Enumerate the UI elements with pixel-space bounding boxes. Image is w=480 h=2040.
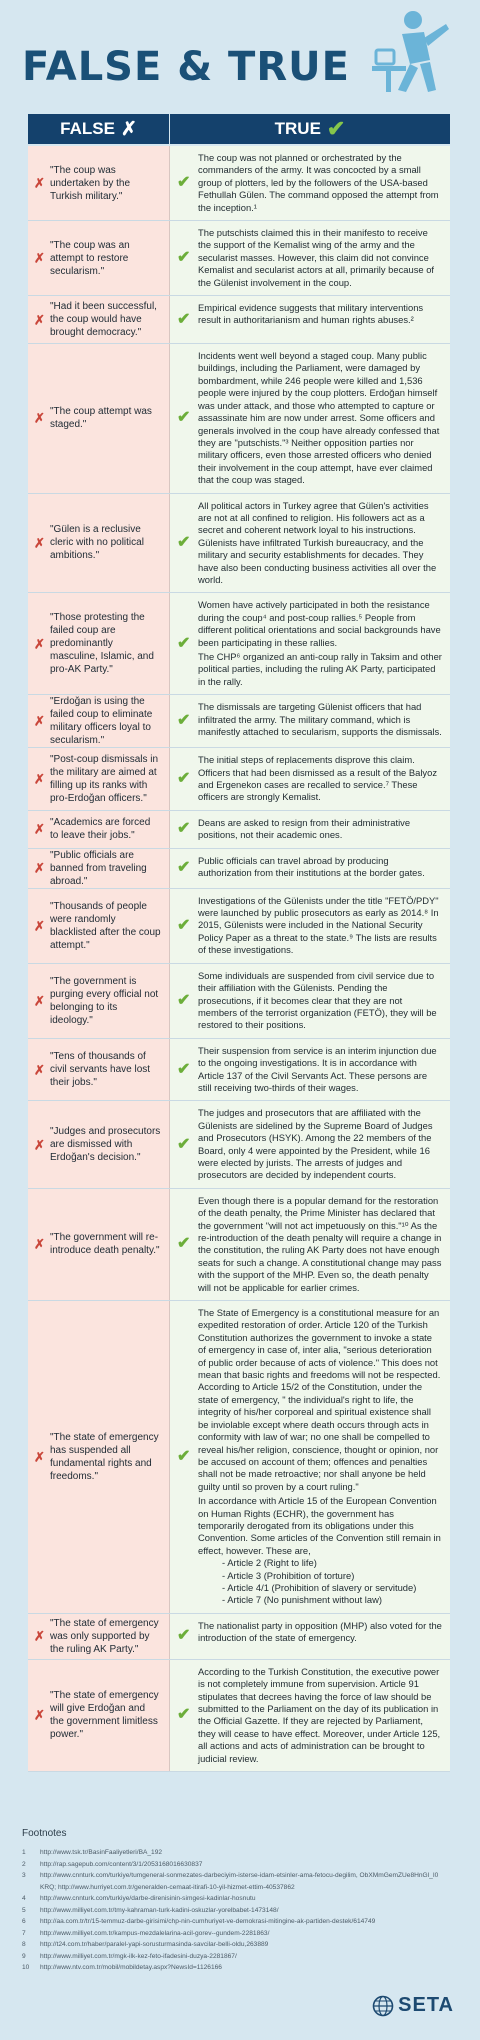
true-column-heading: [170, 114, 450, 144]
cross-icon: ✗: [34, 175, 45, 191]
true-fact-paragraph: Women have actively participated in both the resistance during the coup⁴ and post-coup rallies.⁵ People from different political orientations and social backgrounds have been participating in these rallies.: [198, 599, 441, 648]
footnote-link[interactable]: http://t24.com.tr/haber/paralel-yapi-sorusturmasinda-savcilar-belli-oldu,263889: [40, 1941, 269, 1948]
checkmark-icon: ✔: [177, 533, 191, 551]
false-claim-cell: [28, 1101, 170, 1187]
true-fact-paragraph: The CHP⁶ organized an anti-coup rally in Taksim and other political parties, including the ruling AK Party, participated in the rally.: [198, 651, 442, 687]
cross-icon: ✗: [34, 918, 45, 934]
table-row: [28, 1039, 450, 1102]
true-fact-cell: [170, 748, 450, 810]
footnote-link[interactable]: http://aa.com.tr/tr/15-temmuz-darbe-girisimi/chp-nin-cumhuriyet-ve-demokrasi-mitingine-ak-partiden-destek/614749: [40, 1918, 376, 1925]
checkmark-icon: ✔: [177, 991, 191, 1009]
list-item: - Article 3 (Prohibition of torture): [222, 1570, 442, 1582]
checkmark-icon: ✔: [177, 858, 191, 876]
false-claim-cell: [28, 344, 170, 492]
false-claim-text: "The state of emergency was only supported by the ruling AK Party.": [50, 1617, 159, 1655]
true-fact-paragraph: Some individuals are suspended from civil service due to their affiliation with the Gülenists. Pending the prosecutions, if it becomes clear that they are not members of the terrorist organization (FETÖ), they will be restored to their positions.: [198, 969, 437, 1031]
checkmark-icon: ✔: [177, 769, 191, 787]
cross-icon: ✗: [34, 713, 45, 729]
checkmark-icon: ✔: [177, 248, 191, 266]
cross-icon: ✗: [34, 1449, 45, 1465]
footnote-link[interactable]: http://www.milliyet.com.tr/mgk-ilk-kez-feto-ifadesini-duzya-2281867/: [40, 1952, 237, 1960]
page-title: FALSE & TRUE: [22, 44, 350, 90]
true-fact-cell: [170, 695, 450, 747]
true-fact-paragraph: The judges and prosecutors that are affiliated with the Gülenists are sidelined by the Supreme Board of Judges and Prosecutors (HSYK). Among the 22 members of the Board, only 4 were appointed by the President, while 16 were elected by jurists. The arrests of judges and prosecutors are decided by independent courts.: [198, 1107, 433, 1181]
true-fact-paragraph: Empirical evidence suggests that military interventions result in authoritarianism and human rights abuses.²: [198, 302, 424, 326]
checkmark-icon: ✔: [177, 1447, 191, 1465]
footnote-link[interactable]: http://www.ntv.com.tr/mobil/mobildetay.aspx?NewsId=1126166: [40, 1964, 222, 1971]
article-list: [222, 1557, 442, 1607]
footnote-link[interactable]: http://rap.sagepub.com/content/3/1/2053168016630837: [40, 1860, 203, 1868]
cross-icon: ✗: [34, 535, 45, 551]
true-fact-paragraph: The dismissals are targeting Gülenist officers that had infiltrated the army. The military command, which is manifestly attached to secularism, supports the dismissals.: [198, 701, 442, 738]
true-fact-cell: [170, 221, 450, 295]
checkmark-icon: ✔: [177, 409, 191, 427]
footnote-number: 3: [22, 1872, 26, 1879]
footnote-item: [22, 1893, 442, 1905]
checkmark-icon: ✔: [326, 116, 346, 141]
table-row: [28, 695, 450, 748]
checkmark-icon: ✔: [177, 820, 191, 838]
footnote-number: 7: [22, 1929, 26, 1937]
true-fact-paragraph: Investigations of the Gülenists under the title "FETÖ/PDY" were launched by public prosecutors as early as 2014.⁸ In 2015, Gülenists were included in the National Security Policy Paper as a threat to the state.⁹ The lists are results of these investigations.: [198, 894, 439, 956]
false-claim-cell: [28, 146, 170, 220]
false-claim-text: "Gülen is a reclusive cleric with no political ambitions.": [50, 524, 144, 562]
table-row: [28, 494, 450, 594]
cross-icon: ✗: [34, 993, 45, 1009]
false-claim-text: "The coup was an attempt to restore secularism.": [50, 239, 130, 277]
false-claim-cell: [28, 593, 170, 694]
table-row: [28, 296, 450, 344]
true-fact-cell: [170, 593, 450, 694]
true-fact-paragraph: The putschists claimed this in their manifesto to receive the support of the Kemalist wing of the army and the secularist masses. However, this claim did not convince Kemalist and secularist actors at all, primarily because of the Gülenist involvement in the coup.: [198, 227, 435, 288]
false-true-table: [28, 146, 450, 1772]
false-claim-cell: [28, 695, 170, 747]
footnote-link[interactable]: http://www.milliyet.com.tr/tmy-kahraman-turk-kadini-oskuzlar-yorelbabet-1473148/: [40, 1906, 279, 1914]
cross-icon: ✗: [120, 118, 137, 140]
true-fact-paragraph: Public officials can travel abroad by producing authorization from their institutions at the border gates.: [198, 854, 425, 879]
footnote-link[interactable]: http://www.cnnturk.com/turkiye/tumgeneral-sonmezates-darbeciyim-isterse-idam-etsinler-ama-fetocu-degilim, ObXMmGemZUe8HnGl_I0KRQ; http://www.hurriyet.com.tr/generalden-cemaat-itirafi-10-yil-hizmet-ettim-40537862: [40, 1872, 439, 1891]
seta-brand-name: SETA: [398, 1994, 454, 2016]
true-fact-paragraph: All political actors in Turkey agree that Gülen's activities are not at all confined to religion. His followers act as a secret and coherent network loyal to his instructions. Gülenists have infiltrated Turkish bureaucracy, and the military and security establishments for decades. They have also been conducting business activities all over the world.: [198, 499, 437, 585]
true-fact-cell: [170, 811, 450, 848]
checkmark-icon: ✔: [177, 1060, 191, 1078]
person-at-desk-icon: [368, 8, 454, 94]
table-row: [28, 964, 450, 1039]
globe-icon: [372, 1995, 394, 2017]
false-claim-cell: [28, 1660, 170, 1771]
true-fact-paragraph: The State of Emergency is a constitutional measure for an expedited restoration of order. Article 120 of the Turkish Constitution authorizes the government to invoke a state of emergency in case of, inter alia, "serious deterioration of public order because of acts of violence." This does not mean that basic rights and freedoms will not be respected. According to Article 15/2 of the Constitution, under the state of emergency, " the individual's right to life, the integrity of his/her corporeal and spiritual existence shall be inviolable except where death occurs through acts in conformity with law of war; no one shall be compelled to reveal his/her religion, conscience, thought or opinion, nor be accused on account of them; offences and penalties shall not be made retroactive; nor shall anyone be held guilty until so proven by a court ruling.": [198, 1307, 441, 1492]
footnote-number: 1: [22, 1849, 26, 1856]
true-fact-cell: [170, 344, 450, 492]
table-row: [28, 146, 450, 221]
page-header: [0, 0, 480, 112]
list-item: - Article 4/1 (Prohibition of slavery or servitude): [222, 1582, 442, 1594]
false-claim-cell: [28, 964, 170, 1038]
false-claim-text: "Those protesting the failed coup are predominantly masculine, Islamic, and pro-AK Party.": [50, 612, 154, 676]
checkmark-icon: ✔: [177, 1235, 191, 1253]
true-fact-cell: [170, 296, 450, 343]
footnotes: [22, 1828, 442, 1974]
cross-icon: ✗: [34, 312, 45, 328]
list-item: - Article 2 (Right to life): [222, 1557, 442, 1569]
table-row: [28, 889, 450, 964]
table-row: [28, 1101, 450, 1188]
false-claim-text: "Public officials are banned from traveling abroad.": [50, 849, 147, 887]
table-row: [28, 1301, 450, 1614]
true-fact-cell: [170, 889, 450, 963]
false-claim-text: "The coup was undertaken by the Turkish military.": [50, 164, 131, 202]
true-fact-paragraph: Incidents went well beyond a staged coup. Many public buildings, including the Parliament, were damaged by bombardment, while 246 people were killed and 1,536 people were injured by the coup plotters. Erdoğan himself was under attack, and those who attempted to capture or assassinate him are now under arrest. Some officers and generals involved in the coup have already confessed that they are "putschists."³ Neither opposition parties nor military officers, even those arrested officers who denied their involvement in the coup attempt, have ever claimed that the coup was staged.: [198, 350, 440, 486]
true-fact-cell: [170, 964, 450, 1038]
cross-icon: ✗: [34, 1137, 45, 1153]
true-fact-paragraph: In accordance with Article 15 of the European Convention on Human Rights (ECHR), the government has temporarily derogated from its obligations under this Convention. Some articles of the Convention still remain in effect, however. These are,: [198, 1495, 441, 1556]
true-fact-cell: [170, 1301, 450, 1613]
true-fact-paragraph: Their suspension from service is an interim injunction due to the ongoing investigations. It is in accordance with Article 137 of the Civil Servants Act. These persons are still receiving two-thirds of their wages.: [198, 1044, 437, 1093]
checkmark-icon: ✔: [177, 1627, 191, 1645]
table-row: [28, 748, 450, 811]
checkmark-icon: ✔: [177, 916, 191, 934]
false-column-heading: [28, 114, 169, 144]
true-fact-paragraph: Deans are asked to resign from their administrative positions, not their academic ones.: [198, 816, 411, 841]
table-row: [28, 221, 450, 296]
table-row: [28, 1189, 450, 1301]
true-fact-cell: [170, 146, 450, 220]
footnote-number: 2: [22, 1860, 26, 1868]
checkmark-icon: ✔: [177, 310, 191, 328]
true-fact-cell: [170, 849, 450, 888]
cross-icon: ✗: [34, 1236, 45, 1252]
table-row: [28, 849, 450, 889]
false-claim-cell: [28, 1301, 170, 1613]
false-claim-cell: [28, 221, 170, 295]
true-fact-paragraph: According to the Turkish Constitution, the executive power is not completely immune from supervision. Article 91 stipulates that decrees having the force of law should be submitted to the Parliament on the day of its publication in the Official Gazette. If they are rejected by Parliament, they will cease to have effect. Moreover, under Article 125, all actions and acts of administration can be brought to judicial review.: [198, 1665, 441, 1764]
footnote-number: 9: [22, 1952, 26, 1960]
true-fact-paragraph: The initial steps of replacements disprove this claim. Officers that had been dismissed as a result of the Balyoz and Ergenekon cases are recalled to service.⁷ These officers are strongly Kemalist.: [198, 754, 438, 803]
footnote-item: [22, 1939, 442, 1951]
cross-icon: ✗: [34, 636, 45, 652]
cross-icon: ✗: [34, 1707, 45, 1723]
false-claim-text: "The state of emergency will give Erdoğan and the government limitless power.": [50, 1690, 159, 1741]
false-claim-cell: [28, 1614, 170, 1659]
false-claim-text: "Academics are forced to leave their jobs.": [50, 817, 151, 842]
checkmark-icon: ✔: [177, 712, 191, 730]
false-claim-cell: [28, 494, 170, 593]
false-claim-text: "The government will re-introduce death penalty.": [50, 1232, 160, 1257]
footnote-number: 10: [22, 1964, 30, 1971]
true-fact-cell: [170, 1101, 450, 1187]
footnote-item: [22, 1859, 442, 1871]
cross-icon: ✗: [34, 250, 45, 266]
true-heading-label: TRUE: [274, 119, 321, 138]
true-fact-paragraph: Even though there is a popular demand for the restoration of the death penalty, the Prime Minister has declared that the government "will not act impetuously on this."¹⁰ As the re-introduction of the death penalty will require a change in the constitution, the ruling AK Party does not have enough seats for such a change. A constitutional change may pass with the support of the MHP. Even so, the death penalty will not be applicable for earlier crimes.: [198, 1194, 442, 1293]
true-fact-cell: [170, 1614, 450, 1659]
true-fact-cell: [170, 1039, 450, 1101]
false-claim-text: "The state of emergency has suspended all fundamental rights and freedoms.": [50, 1431, 159, 1482]
table-row: [28, 811, 450, 849]
true-fact-paragraph: The nationalist party in opposition (MHP) also voted for the introduction of the state of emergency.: [198, 1619, 442, 1644]
footnote-item: [22, 1847, 442, 1859]
table-row: [28, 1614, 450, 1660]
footnote-item: [22, 1870, 442, 1893]
cross-icon: ✗: [34, 1628, 45, 1644]
false-claim-text: "Erdoğan is using the failed coup to eliminate military officers loyal to secularism.": [50, 696, 153, 747]
cross-icon: ✗: [34, 860, 45, 876]
list-item: - Article 7 (No punishment without law): [222, 1594, 442, 1606]
footnote-number: 5: [22, 1906, 26, 1914]
false-claim-text: "The coup attempt was staged.": [50, 406, 152, 431]
false-claim-cell: [28, 811, 170, 848]
seta-logo: [372, 1994, 454, 2017]
false-claim-text: "Judges and prosecutors are dismissed with Erdoğan's decision.": [50, 1126, 161, 1164]
footnote-number: 8: [22, 1941, 26, 1948]
footnote-link[interactable]: http://www.cnnturk.com/turkiye/darbe-direnisinin-simgesi-kadinlar-hosnutu: [40, 1895, 256, 1902]
table-row: [28, 593, 450, 695]
footnote-item: [22, 1928, 442, 1940]
true-fact-cell: [170, 1660, 450, 1771]
footnote-item: [22, 1962, 442, 1974]
footnote-link[interactable]: http://www.tsk.tr/BasinFaaliyetleri/BA_192: [40, 1849, 163, 1856]
table-row: [28, 344, 450, 493]
false-claim-cell: [28, 889, 170, 963]
checkmark-icon: ✔: [177, 173, 191, 191]
footnotes-heading: Footnotes: [22, 1828, 67, 1839]
checkmark-icon: ✔: [177, 1135, 191, 1153]
table-row: [28, 1660, 450, 1772]
checkmark-icon: ✔: [177, 634, 191, 652]
footnote-link[interactable]: http://www.milliyet.com.tr/kampus-mezdalelarina-acil-gorev--gundem-2281863/: [40, 1929, 270, 1937]
false-claim-text: "The government is purging every official not belonging to its ideology.": [50, 975, 159, 1026]
false-claim-cell: [28, 296, 170, 343]
footnote-number: 6: [22, 1918, 26, 1925]
cross-icon: ✗: [34, 771, 45, 787]
cross-icon: ✗: [34, 410, 45, 426]
false-claim-cell: [28, 748, 170, 810]
footnote-item: [22, 1951, 442, 1963]
true-fact-cell: [170, 1189, 450, 1300]
footnote-number: 4: [22, 1895, 26, 1902]
false-claim-cell: [28, 849, 170, 888]
footnote-item: [22, 1905, 442, 1917]
false-claim-text: "Tens of thousands of civil servants have lost their jobs.": [50, 1051, 151, 1089]
false-claim-text: "Post-coup dismissals in the military are aimed at filling up its ranks with pro-Erdoğan officers.": [50, 754, 159, 805]
false-claim-cell: [28, 1189, 170, 1300]
false-heading-label: FALSE: [60, 119, 115, 138]
footnotes-list: [22, 1847, 442, 1974]
false-claim-cell: [28, 1039, 170, 1101]
cross-icon: ✗: [34, 1062, 45, 1078]
false-claim-text: "Thousands of people were randomly blacklisted after the coup attempt.": [50, 900, 161, 951]
true-fact-paragraph: The coup was not planned or orchestrated by the commanders of the army. It was concocted by a small group of plotters, led by the followers of the USA-based Fethullah Gülen. The command opposed the attempt from the inception.¹: [198, 152, 439, 213]
checkmark-icon: ✔: [177, 1706, 191, 1724]
false-claim-text: "Had it been successful, the coup would have brought democracy.": [50, 301, 157, 339]
cross-icon: ✗: [34, 821, 45, 837]
footnote-item: [22, 1916, 442, 1928]
true-fact-cell: [170, 494, 450, 593]
